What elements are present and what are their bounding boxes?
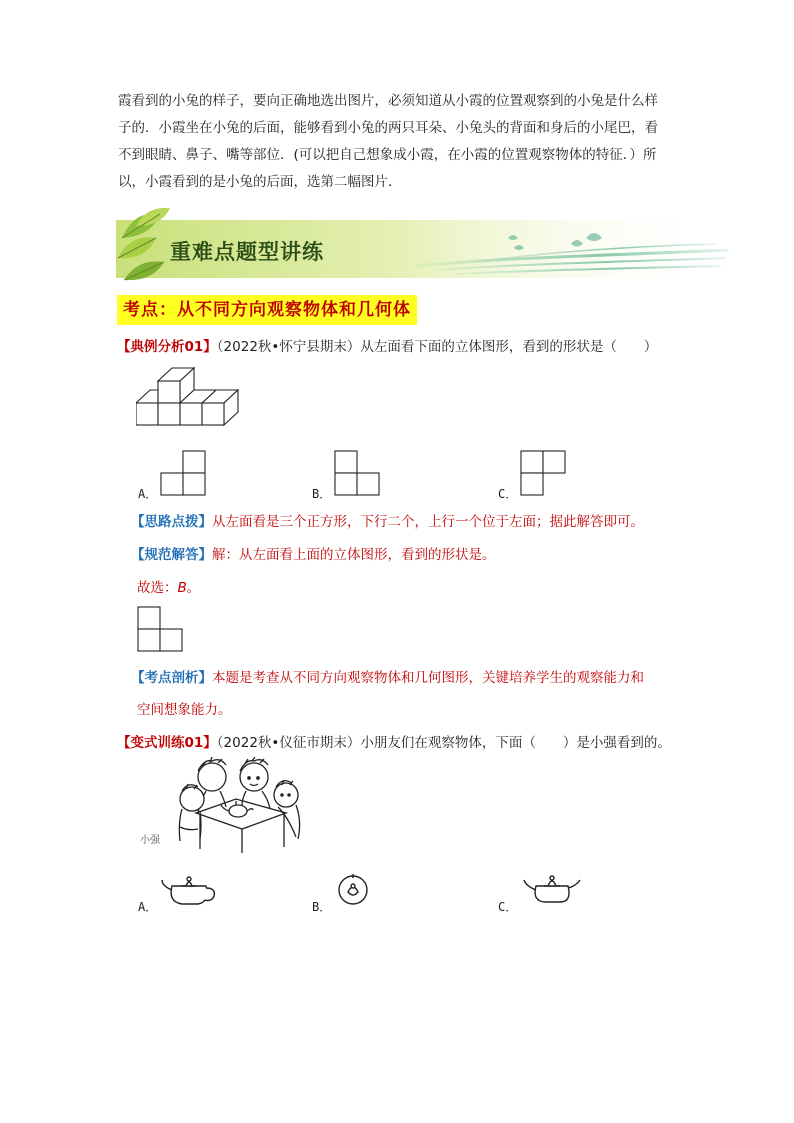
banner-title: 重难点题型讲练 (170, 240, 324, 264)
shape-option-a (160, 450, 206, 496)
analysis-tag: 【考点剖析】 (131, 670, 212, 686)
choice-end: 。 (186, 580, 201, 596)
variant-text: （2022秋•仪征市期末）小朋友们在观察物体，下面（ ）是小强看到的。 (216, 735, 671, 751)
variant-option-c[interactable]: C． (498, 900, 518, 914)
choice-label: 故选： (137, 580, 178, 596)
teapot-icon (522, 872, 582, 906)
teapot-icon (160, 874, 218, 908)
variant-tag: 【变式训练01】 (117, 735, 217, 751)
solution-line (131, 545, 496, 565)
hint-tag: 【思路点拨】 (131, 514, 212, 530)
example-option-b[interactable]: B． (312, 487, 332, 501)
intro-line: 霞看到的小兔的样子，要向正确地选出图片，必须知道从小霞的位置观察到的小兔是什么样 (118, 93, 658, 109)
shape-option-c (520, 450, 566, 496)
cube-figure (136, 365, 244, 441)
topic-heading: 考点：从不同方向观察物体和几何体 (117, 295, 417, 325)
intro-paragraph (118, 88, 688, 196)
section-banner (116, 208, 728, 284)
variant-option-b[interactable]: B． (312, 900, 332, 914)
hint-text: 从左面看是三个正方形，下行二个，上行一个位于左面；据此解答即可。 (212, 514, 644, 530)
teapot-icon (336, 872, 370, 906)
analysis-line-1 (131, 668, 644, 688)
intro-line: 不到眼睛、鼻子、嘴等部位．(可以把自己想象成小霞，在小霞的位置观察物体的特征．）所 (118, 147, 657, 163)
choice-answer: B (177, 580, 187, 596)
example-text: （2022秋•怀宁县期末）从左面看下面的立体图形，看到的形状是（ ） (216, 339, 658, 355)
children-illustration (136, 757, 304, 855)
example-option-a[interactable]: A． (138, 487, 158, 501)
example-option-c[interactable]: C． (498, 487, 518, 501)
variant-option-a[interactable]: A． (138, 900, 158, 914)
example-tag: 【典例分析01】 (117, 339, 217, 355)
analysis-text-1: 本题是考查从不同方向观察物体和几何图形，关键培养学生的观察能力和 (212, 670, 644, 686)
xiaoqiang-label: 小强 (140, 835, 160, 846)
shape-option-b (334, 450, 380, 496)
analysis-text-2: 空间想象能力。 (137, 702, 232, 718)
hint-line (131, 512, 644, 532)
variant-question (117, 733, 671, 753)
intro-line: 子的．小霞坐在小兔的后面，能够看到小兔的两只耳朵、小兔头的背面和身后的小尾巴，看 (118, 120, 658, 136)
leaf-icon (116, 208, 172, 284)
answer-shape (137, 606, 185, 654)
intro-line: 以，小霞看到的是小兔的后面，选第二幅图片． (118, 174, 402, 190)
example-question (117, 337, 657, 357)
solution-tag: 【规范解答】 (131, 547, 212, 563)
solution-text: 解：从左面看上面的立体图形，看到的形状是。 (212, 547, 496, 563)
choice-line (137, 578, 200, 598)
